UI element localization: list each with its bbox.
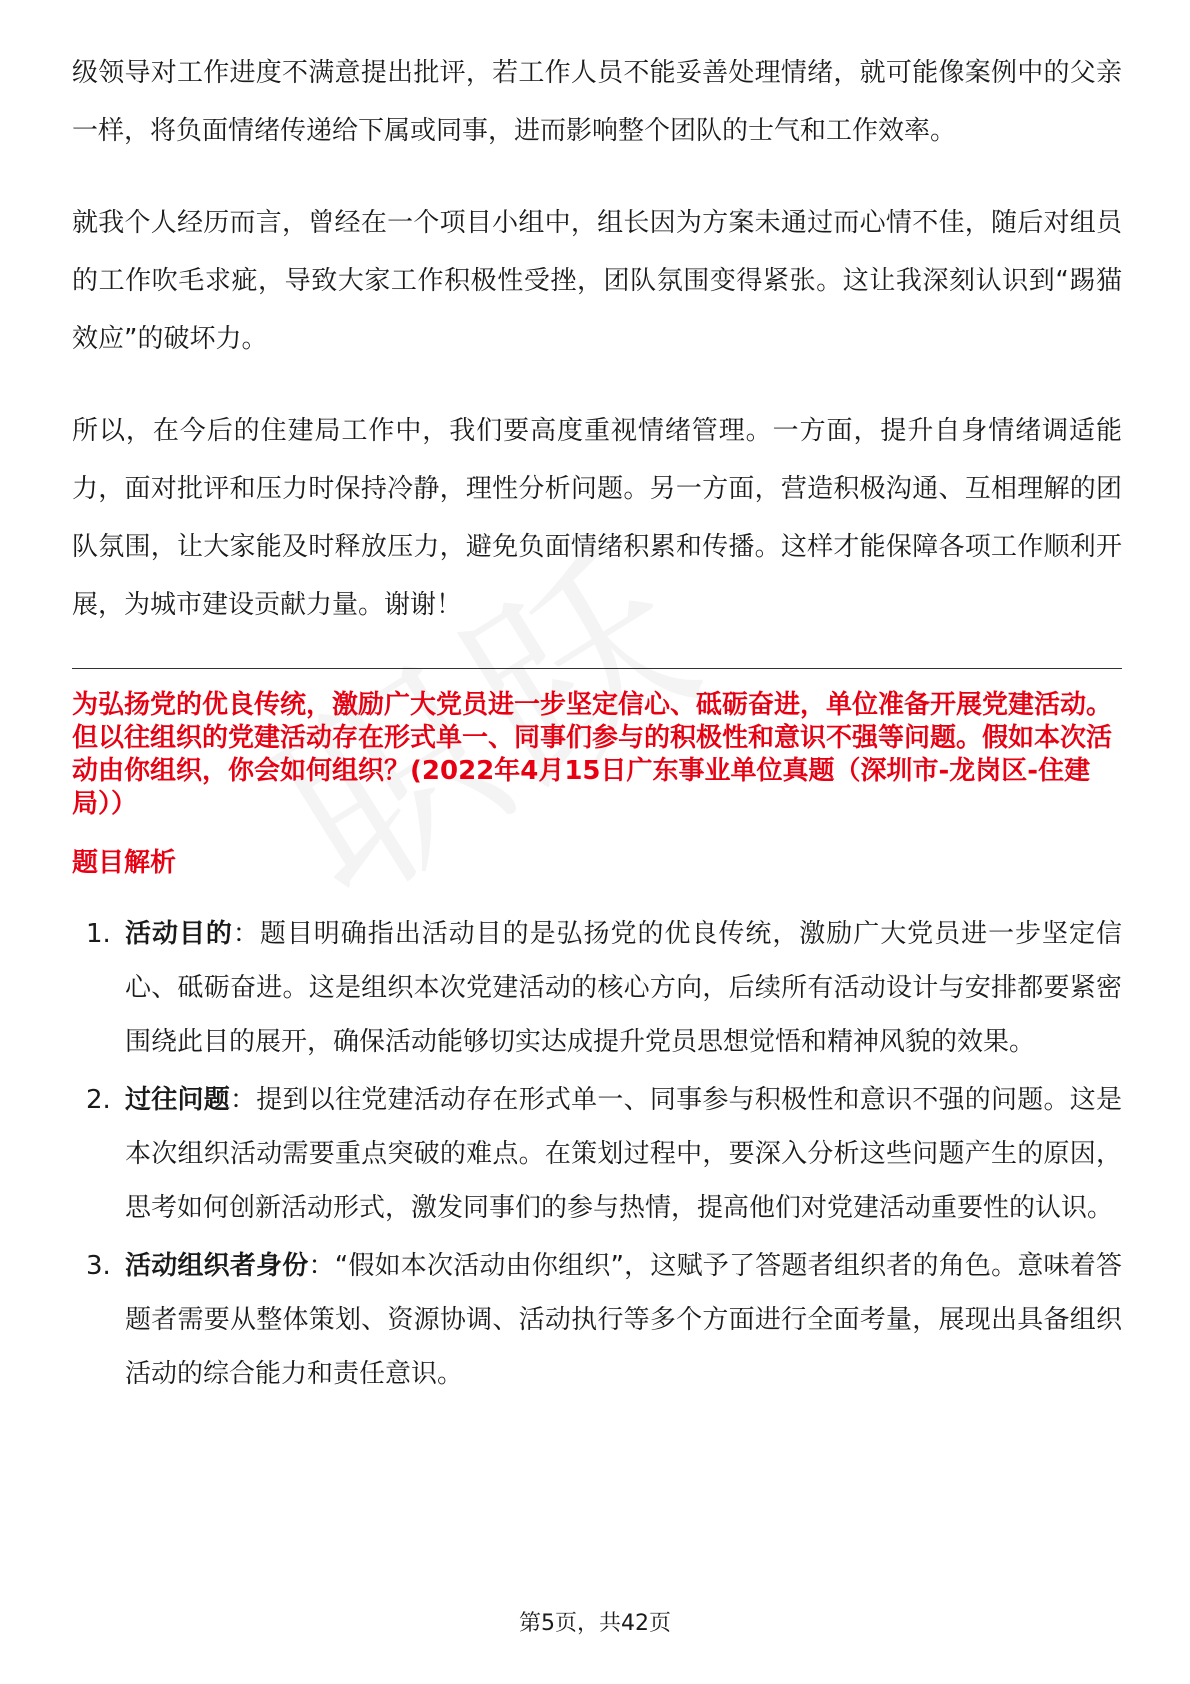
- item-number: 2.: [86, 1085, 111, 1115]
- paragraph-2: 就我个人经历而言，曾经在一个项目小组中，组长因为方案未通过而心情不佳，随后对组员的工作吹毛求疵，导致大家工作积极性受挫，团队氛围变得紧张。这让我深刻认识到“踢猫效应”的破坏力。: [72, 208, 1122, 354]
- analysis-item: [72, 1239, 1122, 1401]
- paragraph-1: 级领导对工作进度不满意提出批评，若工作人员不能妥善处理情绪，就可能像案例中的父亲一样，将负面情绪传递给下属或同事，进而影响整个团队的士气和工作效率。: [72, 58, 1122, 146]
- item-title: 过往问题: [125, 1085, 230, 1115]
- item-title: 活动目的: [125, 919, 233, 949]
- item-text: ：“假如本次活动由你组织”，这赋予了答题者组织者的角色。意味着答题者需要从整体策划、资源协调、活动执行等多个方面进行全面考量，展现出具备组织活动的综合能力和责任意识。: [125, 1251, 1122, 1389]
- analysis-item: [72, 907, 1122, 1069]
- paragraph-3: 所以，在今后的住建局工作中，我们要高度重视情绪管理。一方面，提升自身情绪调适能力，面对批评和压力时保持冷静，理性分析问题。另一方面，营造积极沟通、互相理解的团队氛围，让大家能及时释放压力，避免负面情绪积累和传播。这样才能保障各项工作顺利开展，为城市建设贡献力量。谢谢！: [72, 416, 1122, 620]
- analysis-item: [72, 1073, 1122, 1235]
- section-divider: [72, 668, 1122, 669]
- document-page: [72, 44, 1122, 1405]
- analysis-title: 题目解析: [72, 848, 177, 878]
- item-number: 3.: [86, 1251, 111, 1281]
- question-text: 为弘扬党的优良传统，激励广大党员进一步坚定信心、砥砺奋进，单位准备开展党建活动。但以往组织的党建活动存在形式单一、同事们参与的积极性和意识不强等问题。假如本次活动由你组织，你会如何组织？(2022年4月15日广东事业单位真题（深圳市-龙岗区-住建局））: [72, 690, 1113, 819]
- item-title: 活动组织者身份: [125, 1251, 309, 1281]
- item-number: 1.: [86, 919, 111, 949]
- analysis-list: [72, 907, 1122, 1401]
- page-footer: 第5页，共42页: [519, 1611, 671, 1636]
- item-text: ：题目明确指出活动目的是弘扬党的优良传统，激励广大党员进一步坚定信心、砥砺奋进。这是组织本次党建活动的核心方向，后续所有活动设计与安排都要紧密围绕此目的展开，确保活动能够切实达成提升党员思想觉悟和精神风貌的效果。: [125, 919, 1122, 1057]
- item-text: ：提到以往党建活动存在形式单一、同事参与积极性和意识不强的问题。这是本次组织活动需要重点突破的难点。在策划过程中，要深入分析这些问题产生的原因，思考如何创新活动形式，激发同事们的参与热情，提高他们对党建活动重要性的认识。: [125, 1085, 1122, 1223]
